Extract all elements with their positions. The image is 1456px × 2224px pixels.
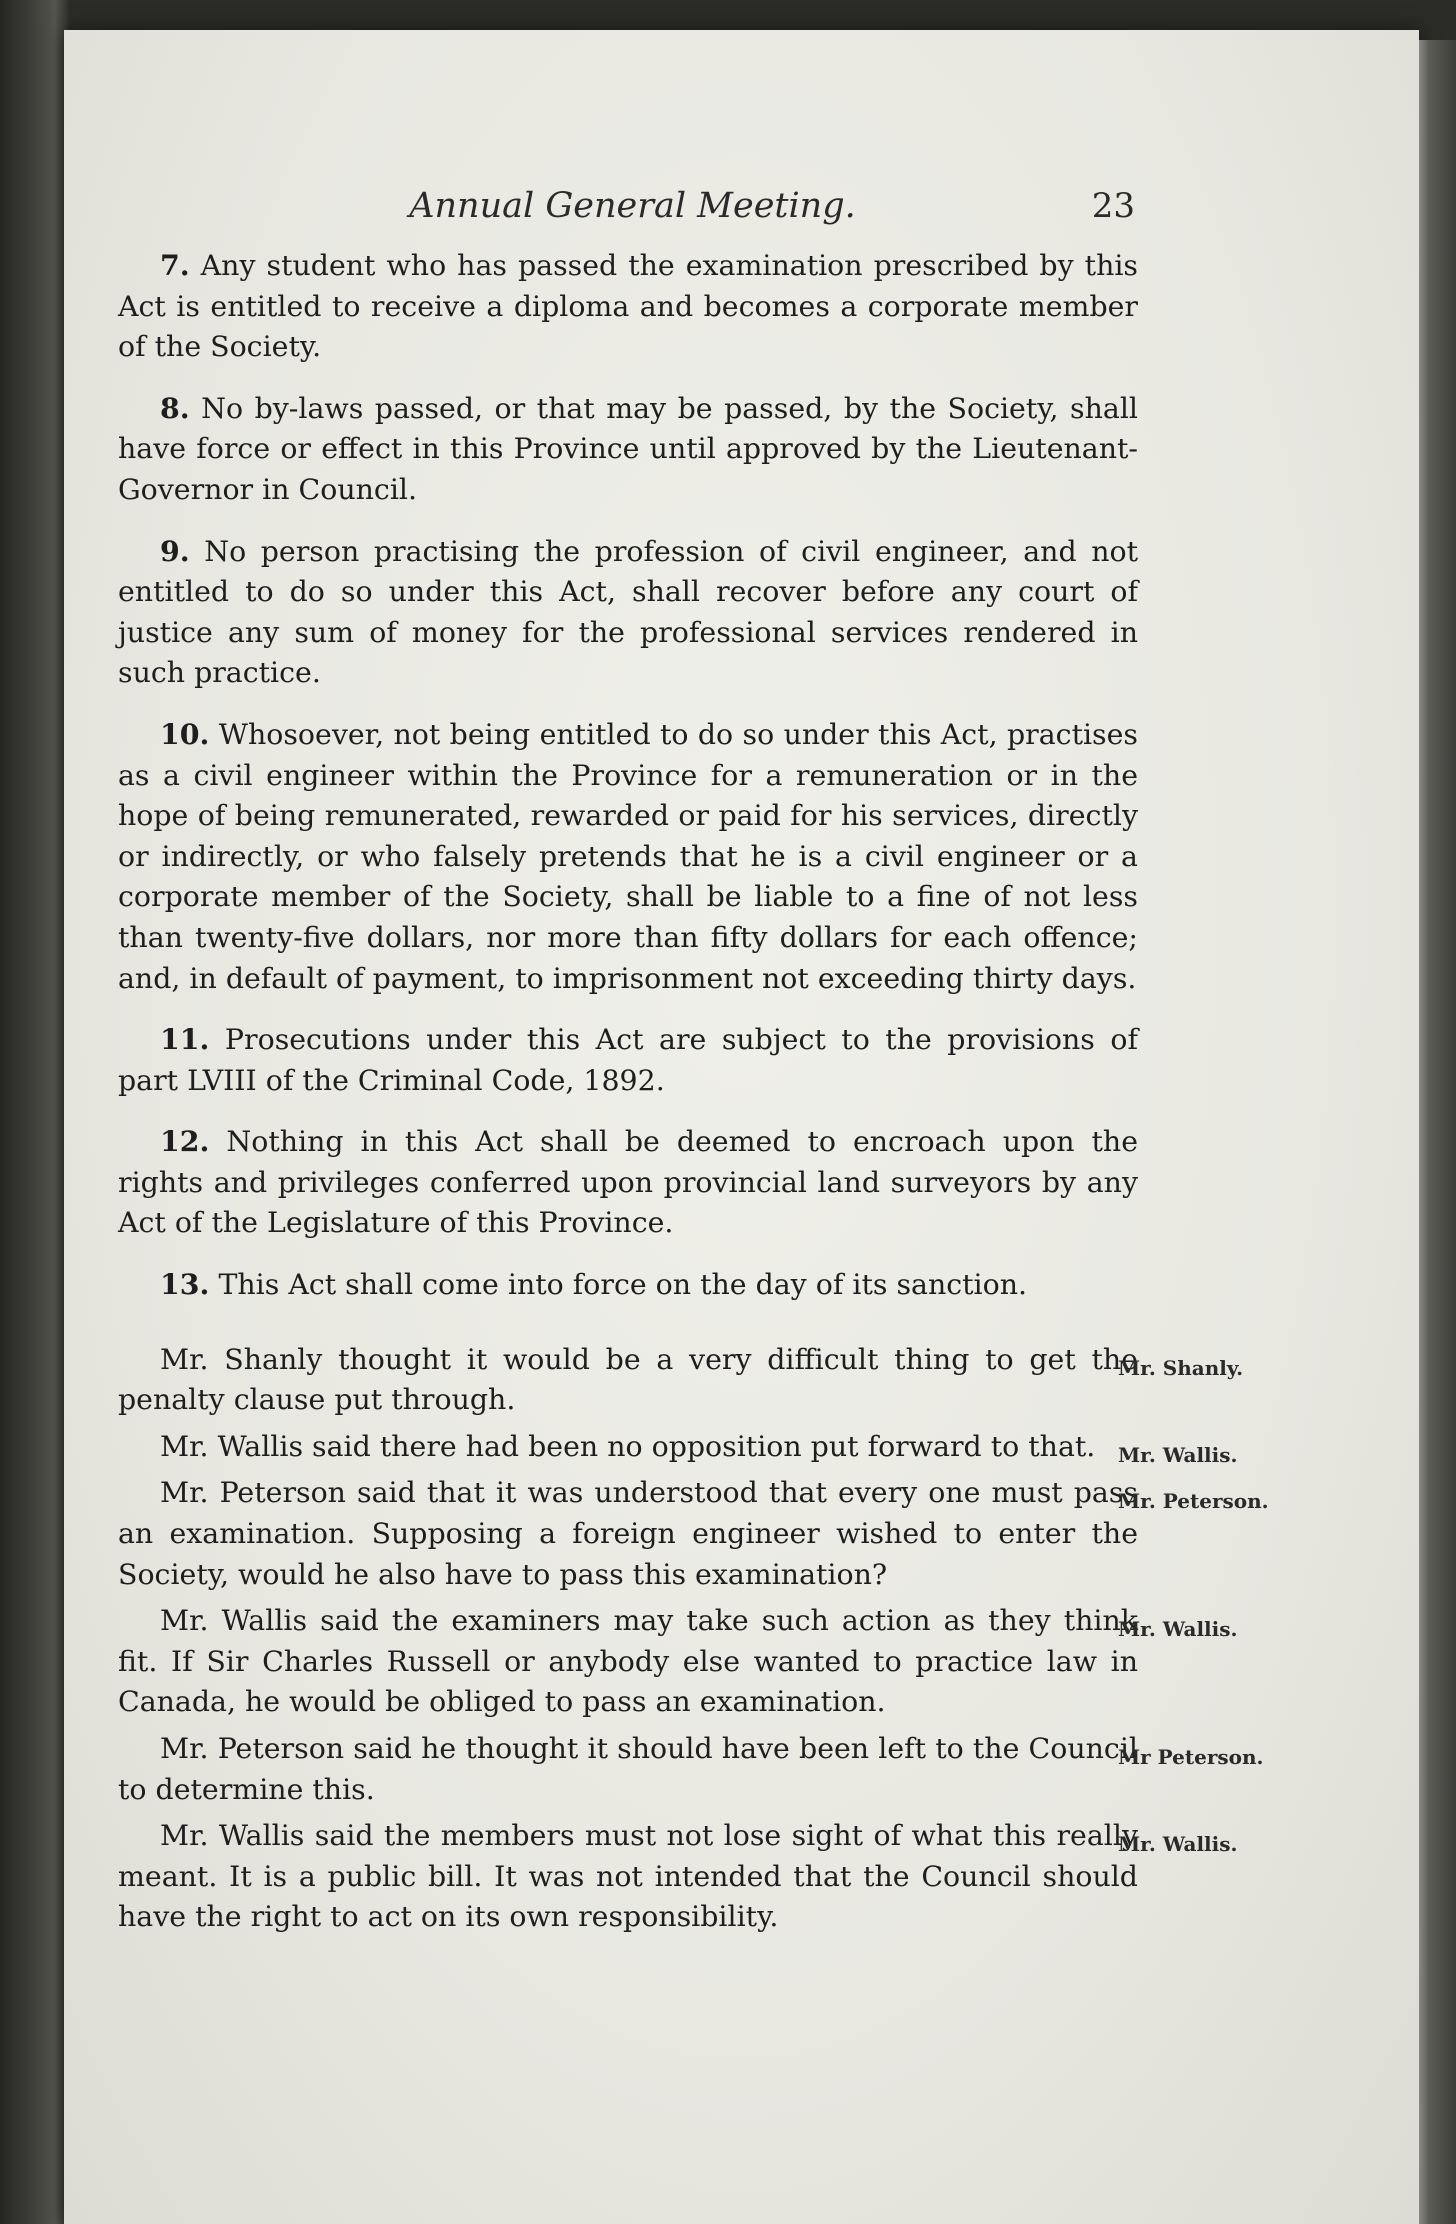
section-text: Any student who has passed the examination prescribed by this Act is entitled to receive a diploma and becomes a corporate member of the Society. <box>118 249 1138 364</box>
discussion-paragraph <box>118 1427 1238 1468</box>
discussion-text: Mr. Wallis said the members must not lose sight of what this really meant. It is a public bill. It was not intended that the Council should have the right to act on its own responsibility. <box>118 1819 1138 1934</box>
section-13 <box>118 1264 1138 1306</box>
discussion-text: Mr. Wallis said there had been no opposition put forward to that. <box>160 1429 1096 1463</box>
discussion-text: Mr. Wallis said the examiners may take such action as they think fit. If Sir Charles Russell or anybody else wanted to practice law in Canada, he would be obliged to pass an examination. <box>118 1604 1138 1719</box>
discussion-text: Mr. Peterson said he thought it should have been left to the Council to determine this. <box>118 1732 1138 1806</box>
section-number: 12. <box>160 1124 210 1159</box>
running-head-title: Annual General Meeting. <box>409 186 856 226</box>
margin-speaker-note: Mr. Wallis. <box>1118 1442 1238 1467</box>
section-number: 11. <box>160 1022 210 1057</box>
section-8 <box>118 388 1138 511</box>
section-text: No by-laws passed, or that may be passed, by the Society, shall have force or effect in this Province until approved by the Lieutenant-Governor in Council. <box>118 391 1138 506</box>
page-edge <box>1419 40 1456 2224</box>
discussion-paragraph <box>118 1601 1238 1723</box>
margin-speaker-note: Mr. Peterson. <box>1118 1489 1269 1514</box>
section-text: Whosoever, not being entitled to do so under this Act, practises as a civil engineer within the Province for a remuneration or in the hope of being remunerated, rewarded or paid for his services, directly or indirectly, or who falsely pretends that he is a civil engineer or a corporate member of the Society, shall be liable to a fine of not less than twenty-five dollars, nor more than fifty dollars for each offence; and, in default of payment, to imprisonment not exceeding thirty days. <box>118 717 1139 995</box>
section-7 <box>118 245 1138 368</box>
margin-speaker-note: Mr Peterson. <box>1118 1745 1264 1769</box>
spacer <box>118 1326 1138 1340</box>
discussion-paragraph <box>118 1340 1244 1421</box>
section-number: 13. <box>160 1267 210 1302</box>
section-number: 7. <box>160 248 190 282</box>
section-9 <box>118 531 1138 694</box>
running-head <box>130 186 1135 236</box>
section-12 <box>118 1121 1138 1244</box>
section-text: No person practising the profession of civil engineer, and not entitled to do so under this Act, shall recover before any court of justice any sum of money for the professional services rendered in such practice. <box>118 534 1138 690</box>
section-text: Prosecutions under this Act are subject to the provisions of part LVIII of the Criminal Code, 1892. <box>118 1023 1138 1097</box>
margin-speaker-note: Mr. Wallis. <box>1118 1617 1238 1642</box>
section-number: 10. <box>160 716 210 751</box>
section-10 <box>118 714 1138 999</box>
section-text: Nothing in this Act shall be deemed to encroach upon the rights and privileges conferred upon provincial land surveyors by any Act of the Legislature of this Province. <box>118 1125 1138 1240</box>
margin-speaker-note: Mr. Wallis. <box>1118 1832 1238 1857</box>
discussion-text: Mr. Peterson said that it was understood that every one must pass an examination. Supposing a foreign engineer wished to enter the Society, would he also have to pass this examination? <box>118 1476 1138 1591</box>
section-11 <box>118 1019 1138 1101</box>
margin-speaker-note: Mr. Shanly. <box>1118 1355 1244 1380</box>
page-number: 23 <box>1091 186 1135 226</box>
discussion-paragraph <box>118 1729 1264 1810</box>
section-text: This Act shall come into force on the day of its sanction. <box>218 1268 1028 1302</box>
page-body <box>118 245 1269 1944</box>
discussion-paragraph <box>118 1473 1269 1595</box>
discussion-paragraph <box>118 1816 1238 1938</box>
section-number: 8. <box>160 390 190 425</box>
discussion-text: Mr. Shanly thought it would be a very difficult thing to get the penalty clause put through. <box>118 1342 1138 1417</box>
section-number: 9. <box>160 533 190 568</box>
